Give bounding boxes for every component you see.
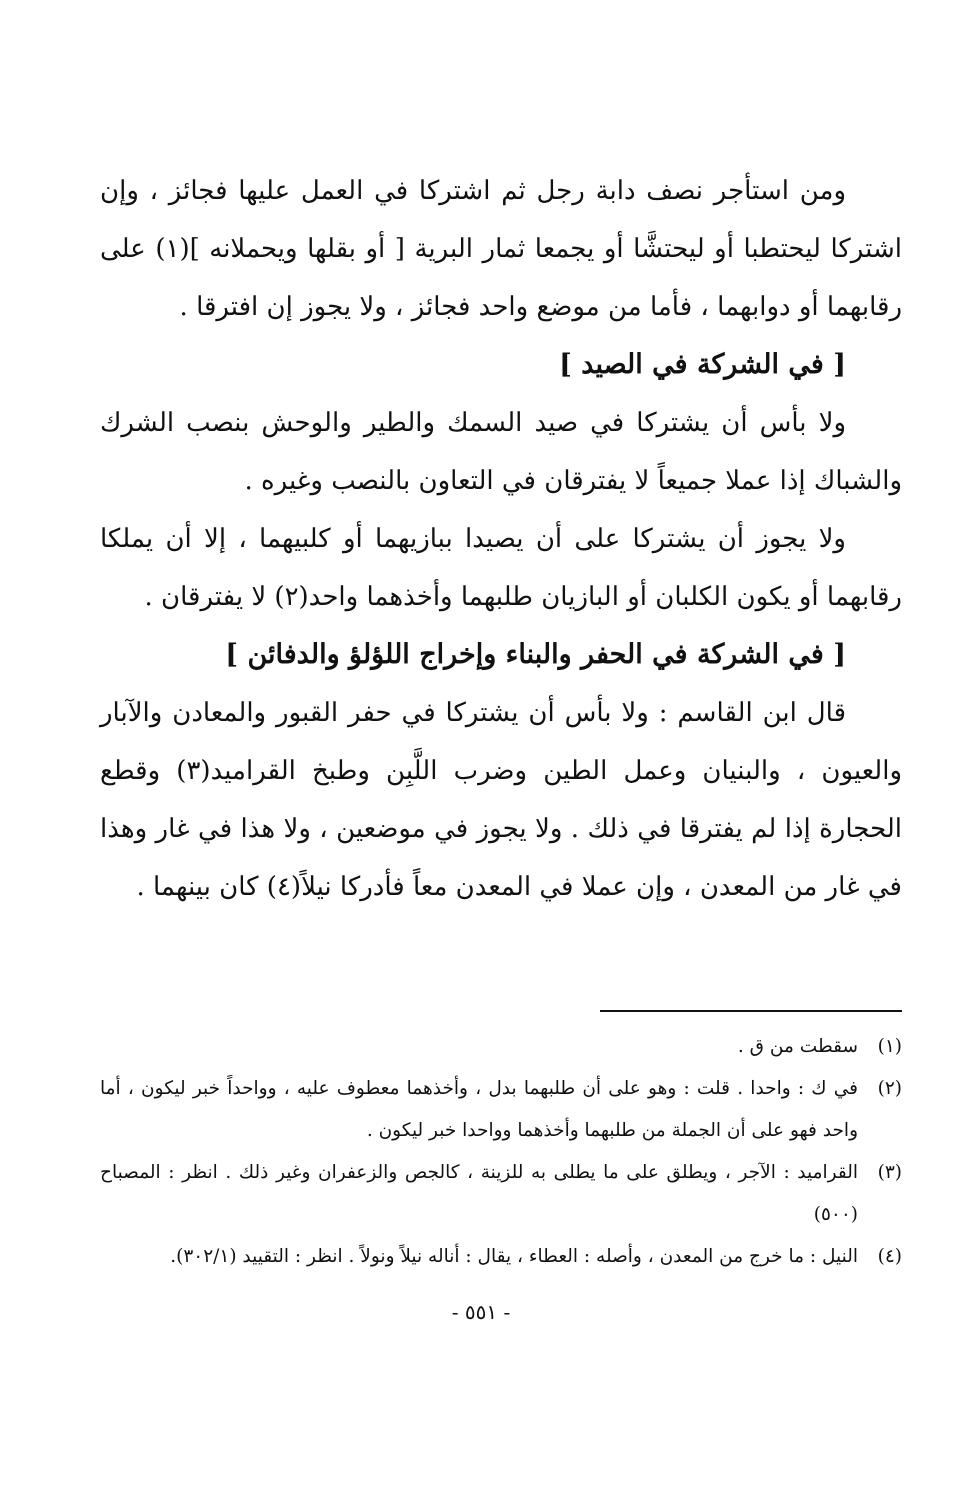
footnote-number: (٤) bbox=[877, 1246, 902, 1267]
footnote-1 bbox=[100, 1026, 902, 1068]
paragraph-2: ولا بأس أن يشتركا في صيد السمك والطير والوحش بنصب الشرك والشباك إذا عملا جميعاً لا يفترقان في التعاون بالنصب وغيره . bbox=[100, 408, 902, 496]
footnote-text: في ك : واحدا . قلت : وهو على أن طلبهما بدل ، وأخذهما معطوف عليه ، وواحداً خبر ليكون ، أما واحد فهو على أن الجملة من طلبهما وأخذهما وواحدا خبر ليكون . bbox=[100, 1078, 858, 1141]
footnote-number: (٢) bbox=[877, 1078, 902, 1099]
footnote-text: سقطت من ق . bbox=[737, 1036, 858, 1057]
main-text bbox=[100, 162, 902, 916]
footnote-number: (٣) bbox=[877, 1162, 902, 1183]
paragraph-1: ومن استأجر نصف دابة رجل ثم اشتركا في العمل عليها فجائز ، وإن اشتركا ليحتطبا أو ليحتشَّا أو يجمعا ثمار البرية [ أو بقلها ويحملانه ](١) على رقابهما أو دوابهما ، فأما من موضع واحد فجائز ، ولا يجوز إن افترقا . bbox=[100, 176, 903, 322]
footnote-3 bbox=[100, 1152, 902, 1236]
footnote-divider bbox=[600, 1010, 902, 1012]
footnote-4 bbox=[100, 1236, 902, 1278]
page-number: - ٥٥١ - bbox=[451, 1300, 511, 1324]
paragraph-3: ولا يجوز أن يشتركا على أن يصيدا ببازيهما أو كلبيهما ، إلا أن يملكا رقابهما أو يكون الكلبان أو البازيان طلبهما وأخذهما واحد(٢) لا يفترقان . bbox=[100, 524, 902, 612]
section-heading-digging: [ في الشركة في الحفر والبناء وإخراج اللؤلؤ والدفائن ] bbox=[225, 639, 846, 670]
footnote-2 bbox=[100, 1068, 902, 1152]
section-heading-hunting: [ في الشركة في الصيد ] bbox=[559, 349, 846, 380]
paragraph-4: قال ابن القاسم : ولا بأس أن يشتركا في حفر القبور والمعادن والآبار والعيون ، والبنيان وعمل الطين وضرب اللَّبِن وطبخ القراميد(٣) وقطع الحجارة إذا لم يفترقا في ذلك . ولا يجوز في موضعين ، ولا هذا في غار وهذا في غار من المعدن ، وإن عملا في المعدن معاً فأدركا نيلاً(٤) كان بينهما . bbox=[100, 698, 902, 902]
footnote-text: النيل : ما خرج من المعدن ، وأصله : العطاء ، يقال : أناله نيلاً ونولاً . انظر : التقييد (٣٠٢/١). bbox=[170, 1246, 858, 1267]
footnotes bbox=[100, 1026, 902, 1278]
footnote-number: (١) bbox=[877, 1036, 902, 1057]
footnote-text: القراميد : الآجر ، ويطلق على ما يطلى به للزينة ، كالجص والزعفران وغير ذلك . انظر : المصباح (٥٠٠) bbox=[100, 1162, 858, 1225]
